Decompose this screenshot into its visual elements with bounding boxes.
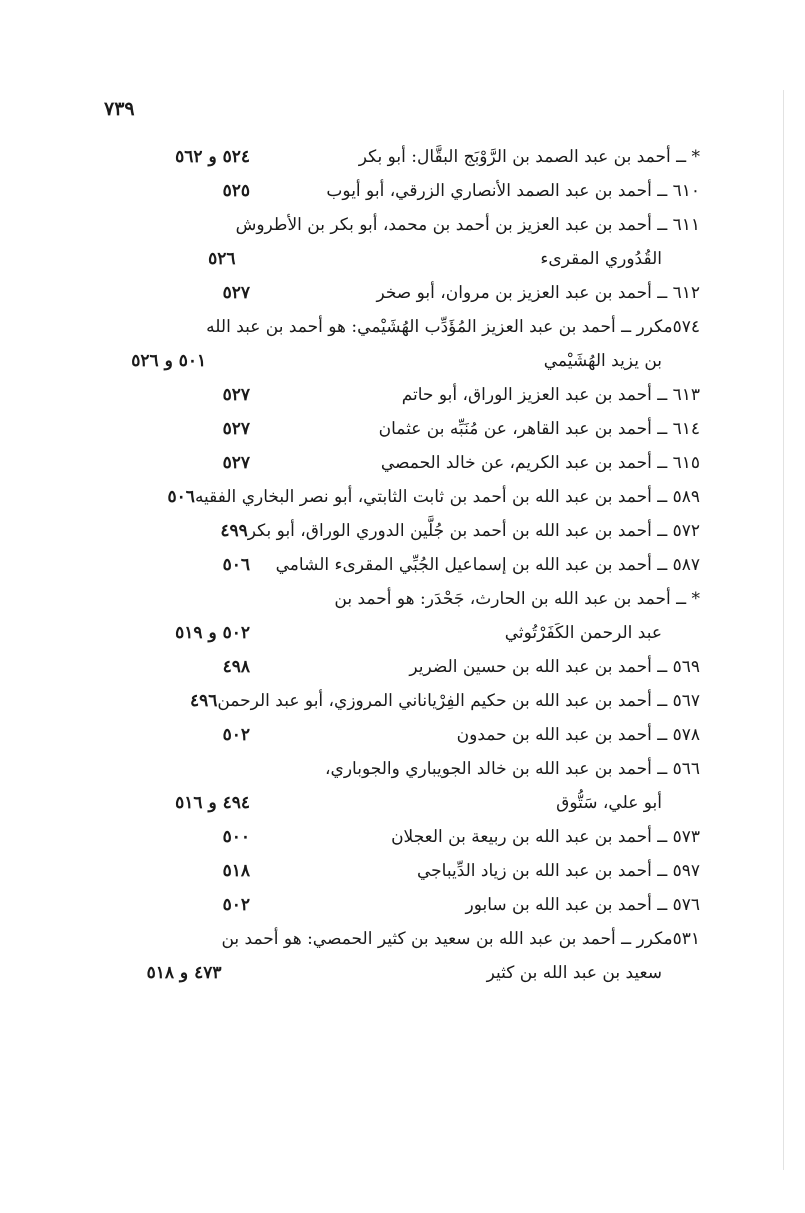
entry-page-refs: ٥٠٢ [222,895,250,915]
entry-line: ٥٧٦ ــ أحمد بن عبد الله بن سابور [465,895,700,915]
entry-line: ٥٧٨ ــ أحمد بن عبد الله بن حمدون [456,725,700,745]
entry-page-refs: ٥٠٦ [222,555,250,575]
index-entry [100,854,700,888]
entry-text [236,208,700,276]
entry-text [250,752,700,820]
entry-line: ٦١١ ــ أحمد بن عبد العزيز بن أحمد بن محمد، أبو بكر بن الأطروش [235,215,700,235]
entry-continuation-line: أبو علي، سَتُّوق [556,793,662,813]
entry-continuation-line: سعيد بن عبد الله بن كثير [486,963,662,983]
entry-page-refs: ٥٢٤ و ٥٦٢ [175,147,250,167]
index-entry [100,378,700,412]
entry-page-refs: ٥٢٧ [222,283,250,303]
entry-text [250,174,700,208]
entry-line: * ــ أحمد بن عبد الصمد بن الرَّوْبَج البقَّال: أبو بكر [358,147,700,167]
entry-text [250,378,700,412]
entry-text [250,650,700,684]
entry-continuation-line: عبد الرحمن الكَفَرْتُوثي [504,623,662,643]
entry-line: ٦١٥ ــ أحمد بن عبد الكريم، عن خالد الحمصي [380,453,700,473]
entry-page-refs: ٥١٨ [222,861,250,881]
entry-page-refs: ٥٠٦ [167,487,195,507]
entry-line: ٥٦٧ ــ أحمد بن عبد الله بن حكيم الفِرْياناني المروزي، أبو عبد الرحمن [217,691,700,711]
entry-continuation-line: بن يزيد الهُشَيْمي [543,351,662,371]
entry-text [250,276,700,310]
entry-text [250,140,700,174]
entry-text [206,310,700,378]
entry-page-refs: ٥٠٠ [222,827,250,847]
entry-text [250,718,700,752]
index-entry [100,922,700,990]
entry-line: ٦١٢ ــ أحمد بن عبد العزيز بن مروان، أبو صخر [376,283,700,303]
index-entry [100,718,700,752]
entry-line: ٥٦٩ ــ أحمد بن عبد الله بن حسين الضرير [409,657,700,677]
entry-line: ٥٩٧ ــ أحمد بن عبد الله بن زياد الدِّيباجي [416,861,700,881]
entry-page-refs: ٤٩٨ [222,657,250,677]
index-list [100,140,700,990]
entry-page-refs: ٥٢٥ [222,181,250,201]
entry-line: ٦١٣ ــ أحمد بن عبد العزيز الوراق، أبو حاتم [401,385,700,405]
index-entry [100,650,700,684]
entry-page-refs: ٥٠١ و ٥٢٦ [131,351,207,371]
index-entry [100,174,700,208]
index-entry [100,582,700,650]
index-entry [100,208,700,276]
entry-text [250,446,700,480]
index-entry [100,276,700,310]
entry-page-refs: ٤٩٩ [220,521,248,541]
entry-page-refs: ٥٢٧ [222,385,250,405]
index-entry [100,820,700,854]
entry-text [250,412,700,446]
index-entry [100,752,700,820]
index-entry [100,888,700,922]
index-entry [100,514,700,548]
index-entry [100,310,700,378]
entry-continuation-line: القُدُوري المقرىء [540,249,662,269]
index-entry [100,684,700,718]
entry-line: ٥٨٩ ــ أحمد بن عبد الله بن أحمد بن ثابت الثابتي، أبو نصر البخاري الفقيه [194,487,700,507]
entry-line: ٥٧٤مكرر ــ أحمد بن عبد العزيز المُؤَدِّب الهُشَيْمي: هو أحمد بن عبد الله [206,317,700,337]
entry-text [221,922,700,990]
entry-page-refs: ٤٩٦ [189,691,218,711]
entry-text [250,888,700,922]
entry-line: ٥٨٧ ــ أحمد بن عبد الله بن إسماعيل الجُبِّي المقرىء الشامي [275,555,700,575]
entry-text [217,684,700,718]
entry-line: ٥٦٦ ــ أحمد بن عبد الله بن خالد الجويباري والجوباري، [325,759,700,779]
entry-text [250,854,700,888]
entry-text [250,582,700,650]
index-entry [100,446,700,480]
index-entry [100,412,700,446]
entry-text [250,548,700,582]
entry-line: ٥٧٣ ــ أحمد بن عبد الله بن ربيعة بن العجلان [391,827,700,847]
page-edge-divider [783,90,784,1170]
entry-line: ٥٧٢ ــ أحمد بن عبد الله بن أحمد بن جُلَّين الدوري الوراق، أبو بكر [247,521,700,541]
entry-text [248,514,700,548]
entry-line: ٦١٠ ــ أحمد بن عبد الصمد الأنصاري الزرقي، أبو أيوب [326,181,700,201]
entry-text [250,820,700,854]
entry-text [195,480,700,514]
entry-page-refs: ٥٠٢ و ٥١٩ [175,623,250,643]
index-entry [100,480,700,514]
entry-page-refs: ٤٩٤ و ٥١٦ [175,793,250,813]
entry-line: ٦١٤ ــ أحمد بن عبد القاهر، عن مُنَبِّه بن عثمان [378,419,700,439]
index-entry [100,140,700,174]
entry-page-refs: ٥٢٧ [222,419,250,439]
entry-page-refs: ٥٠٢ [222,725,250,745]
page-number: ٧٣٩ [104,98,135,120]
entry-line: * ــ أحمد بن عبد الله بن الحارث، جَحْدَر: هو أحمد بن [334,589,700,609]
index-entry [100,548,700,582]
entry-page-refs: ٥٢٦ [208,249,236,269]
entry-page-refs: ٤٧٣ و ٥١٨ [146,963,222,983]
entry-line: ٥٣١مكرر ــ أحمد بن عبد الله بن سعيد بن كثير الحمصي: هو أحمد بن [221,929,700,949]
entry-page-refs: ٥٢٧ [222,453,250,473]
